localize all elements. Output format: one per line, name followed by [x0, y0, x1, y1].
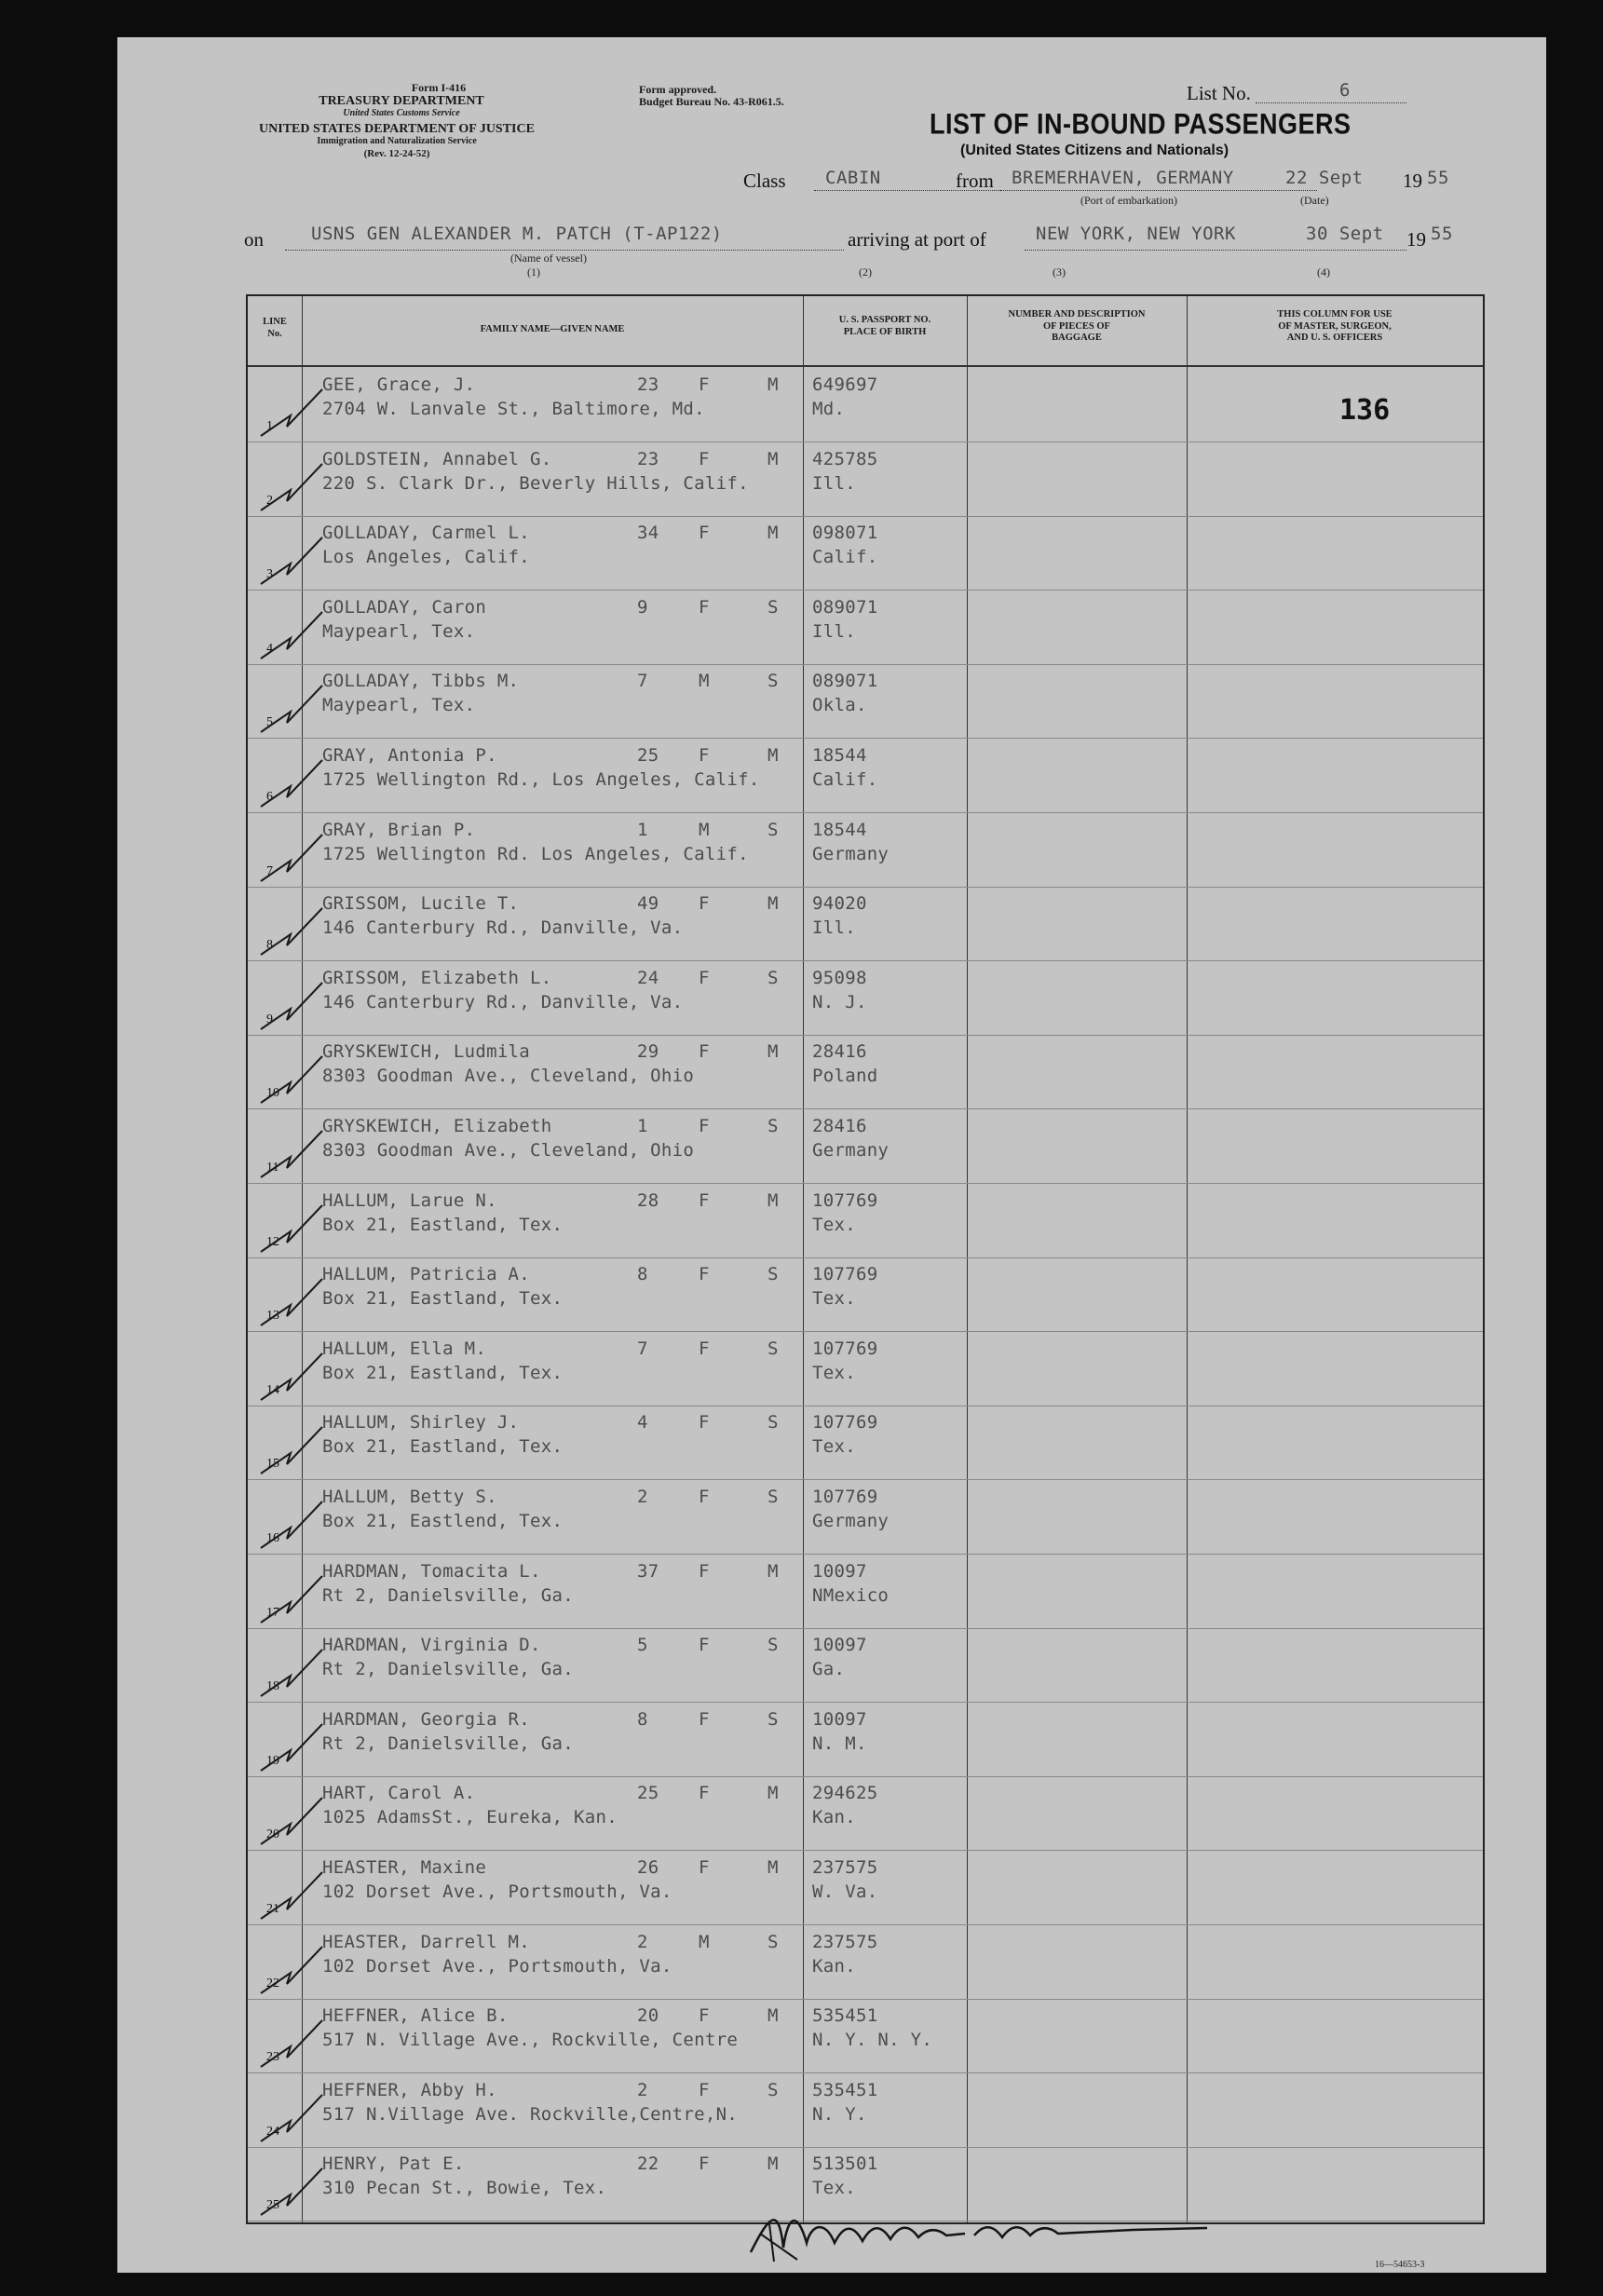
passport-number: 28416: [812, 1116, 867, 1136]
passport-number: 089071: [812, 596, 878, 618]
check-mark-icon: [253, 1863, 328, 1928]
passenger-address: 220 S. Clark Dr., Beverly Hills, Calif.: [322, 472, 749, 494]
passenger-name: GRISSOM, Lucile T.: [322, 893, 520, 915]
passenger-age: 9: [637, 596, 648, 618]
passenger-address: 2704 W. Lanvale St., Baltimore, Md.: [322, 399, 705, 419]
arrival-date-value: 30 Sept: [1306, 224, 1384, 244]
line-number: 3: [266, 567, 273, 582]
passenger-address: 146 Canterbury Rd., Danville, Va.: [322, 991, 684, 1012]
passenger-marital-status: S: [768, 1487, 779, 1507]
passport-number: 089071: [812, 671, 878, 692]
passenger-address: 1725 Wellington Rd., Los Angeles, Calif.: [322, 769, 760, 790]
passport-number: 294625: [812, 1783, 878, 1804]
passport-number: 107769: [812, 1264, 878, 1285]
place-of-birth: Germany: [812, 843, 890, 864]
passenger-name: HALLUM, Larue N.: [322, 1189, 497, 1211]
passenger-marital-status: S: [768, 596, 779, 618]
passenger-age: 34: [637, 523, 659, 544]
table-row: [248, 1998, 1483, 2073]
place-of-birth: N. J.: [812, 991, 867, 1012]
passport-number: 10097: [812, 1708, 867, 1730]
passenger-address: 517 N.Village Ave. Rockville,Centre,N.: [322, 2103, 739, 2125]
passenger-name: GRAY, Brian P.: [322, 819, 476, 840]
passenger-sex: F: [699, 1783, 710, 1804]
passport-number: 535451: [812, 2079, 878, 2100]
caption-2: (2): [859, 265, 872, 279]
arrival-port-value: NEW YORK, NEW YORK: [1036, 224, 1236, 244]
check-mark-icon: [253, 1492, 328, 1557]
passport-number: 237575: [812, 1857, 878, 1878]
passenger-name: GOLDSTEIN, Annabel G.: [322, 448, 552, 469]
from-label: from: [956, 170, 994, 192]
passenger-marital-status: M: [768, 448, 779, 469]
arriving-label: arriving at port of: [848, 228, 986, 251]
place-of-birth: W. Va.: [812, 1882, 878, 1902]
passenger-marital-status: M: [768, 523, 779, 544]
line-number: 4: [266, 641, 273, 656]
passenger-name: HALLUM, Shirley J.: [322, 1412, 520, 1433]
passenger-age: 49: [637, 893, 659, 915]
line-number: 9: [266, 1012, 273, 1026]
list-no-line: [1256, 102, 1406, 103]
arrival-line: [1025, 250, 1406, 251]
passenger-name: HEFFNER, Alice B.: [322, 2005, 509, 2027]
line-number: 1: [266, 419, 273, 433]
passenger-age: 2: [637, 1931, 648, 1952]
line-number: 21: [266, 1902, 279, 1916]
manifest-page: [117, 37, 1546, 2273]
place-of-birth: Okla.: [812, 695, 867, 716]
list-no-label: List No.: [1187, 82, 1251, 104]
passenger-marital-status: M: [768, 1189, 779, 1211]
passenger-address: 8303 Goodman Ave., Cleveland, Ohio: [322, 1140, 695, 1161]
passport-number: 18544: [812, 819, 867, 840]
passport-number: 513501: [812, 2153, 878, 2175]
table-row: [248, 1405, 1483, 1480]
passenger-name: HARDMAN, Georgia R.: [322, 1708, 531, 1730]
line-number: 17: [266, 1605, 279, 1620]
passenger-name: HARDMAN, Virginia D.: [322, 1635, 541, 1656]
place-of-birth: Ill.: [812, 620, 856, 642]
place-of-birth: Germany: [812, 1511, 890, 1531]
place-of-birth: Calif.: [812, 547, 878, 568]
col-header-passport: U. S. PASSPORT NO. PLACE OF BIRTH: [838, 315, 931, 337]
passenger-sex: F: [699, 1857, 710, 1878]
passenger-address: Rt 2, Danielsville, Ga.: [322, 1584, 574, 1606]
passenger-name: HALLUM, Ella M.: [322, 1338, 487, 1359]
passport-number: 107769: [812, 1189, 878, 1211]
passenger-name: HALLUM, Betty S.: [322, 1487, 497, 1507]
passenger-sex: F: [699, 1487, 710, 1507]
passenger-address: Box 21, Eastland, Tex.: [322, 1362, 564, 1383]
line-number: 19: [266, 1753, 279, 1768]
check-mark-icon: [253, 2011, 328, 2076]
line-number: 25: [266, 2198, 279, 2213]
check-mark-icon: [253, 2085, 328, 2151]
passenger-age: 2: [637, 1487, 648, 1507]
table-row: [248, 590, 1483, 665]
port-embarkation-caption: (Port of embarkation): [1080, 194, 1177, 207]
passenger-age: 25: [637, 745, 659, 766]
passenger-address: Los Angeles, Calif.: [322, 547, 531, 568]
passenger-address: 146 Canterbury Rd., Danville, Va.: [322, 917, 684, 939]
passenger-age: 23: [637, 374, 659, 395]
passport-number: 237575: [812, 1931, 878, 1952]
table-row: [248, 2072, 1483, 2148]
passenger-marital-status: S: [768, 1338, 779, 1359]
passenger-marital-status: M: [768, 2153, 779, 2175]
place-of-birth: Germany: [812, 1140, 890, 1161]
form-approved: Form approved.: [639, 83, 717, 96]
passenger-sex: F: [699, 448, 710, 469]
passenger-name: GEE, Grace, J.: [322, 374, 476, 395]
check-mark-icon: [253, 1121, 328, 1187]
ins-service: Immigration and Naturalization Service: [317, 136, 477, 146]
caption-3: (3): [1053, 265, 1066, 279]
passenger-marital-status: S: [768, 1412, 779, 1433]
passenger-address: 102 Dorset Ave., Portsmouth, Va.: [322, 1882, 672, 1902]
passenger-address: Box 21, Eastland, Tex.: [322, 1288, 564, 1310]
passenger-marital-status: S: [768, 1708, 779, 1730]
passenger-address: 1025 AdamsSt., Eureka, Kan.: [322, 1807, 618, 1828]
customs-service: United States Customs Service: [343, 108, 460, 118]
passport-number: 10097: [812, 1560, 867, 1582]
table-row: [248, 442, 1483, 517]
caption-1: (1): [527, 265, 540, 279]
place-of-birth: Calif.: [812, 769, 878, 790]
line-number: 15: [266, 1457, 279, 1472]
vessel-caption: (Name of vessel): [510, 251, 587, 265]
passenger-sex: F: [699, 596, 710, 618]
line-number: 10: [266, 1086, 279, 1101]
line-number: 12: [266, 1234, 279, 1249]
place-of-birth: Tex.: [812, 1436, 856, 1458]
passport-number: 94020: [812, 893, 867, 915]
passenger-age: 1: [637, 819, 648, 840]
table-row: [248, 367, 1483, 442]
passenger-marital-status: M: [768, 893, 779, 915]
passenger-marital-status: M: [768, 745, 779, 766]
table-row: [248, 960, 1483, 1036]
passenger-age: 26: [637, 1857, 659, 1878]
place-of-birth: N. M.: [812, 1732, 867, 1754]
passport-number: 425785: [812, 448, 878, 469]
line-number: 2: [266, 493, 273, 508]
place-of-birth: N. Y.: [812, 2103, 867, 2125]
check-mark-icon: [253, 676, 328, 741]
passenger-marital-status: M: [768, 1783, 779, 1804]
col-header-baggage: NUMBER AND DESCRIPTION OF PIECES OF BAGGAGE: [1008, 309, 1146, 344]
passenger-age: 28: [637, 1189, 659, 1211]
passenger-sex: F: [699, 967, 710, 988]
passenger-sex: F: [699, 745, 710, 766]
passenger-age: 7: [637, 1338, 648, 1359]
officer-signature: [741, 2196, 1226, 2271]
line-number: 6: [266, 790, 273, 804]
place-of-birth: Tex.: [812, 1362, 856, 1383]
table-row: [248, 1479, 1483, 1555]
passenger-sex: F: [699, 1338, 710, 1359]
passenger-marital-status: S: [768, 1635, 779, 1656]
table-row: [248, 1257, 1483, 1332]
passenger-address: 102 Dorset Ave., Portsmouth, Va.: [322, 1955, 672, 1977]
passenger-age: 20: [637, 2005, 659, 2027]
passport-number: 535451: [812, 2005, 878, 2027]
passenger-age: 8: [637, 1708, 648, 1730]
passenger-sex: M: [699, 671, 710, 692]
passenger-address: Maypearl, Tex.: [322, 695, 476, 716]
place-of-birth: Kan.: [812, 1955, 856, 1977]
passenger-age: 22: [637, 2153, 659, 2175]
officer-count-number: 136: [1339, 394, 1391, 427]
passenger-sex: F: [699, 2005, 710, 2027]
passenger-name: GOLLADAY, Tibbs M.: [322, 671, 520, 692]
check-mark-icon: [253, 603, 328, 668]
line-number: 20: [266, 1827, 279, 1842]
passenger-address: 1725 Wellington Rd. Los Angeles, Calif.: [322, 843, 749, 864]
year-prefix-1: 19: [1403, 170, 1422, 192]
passenger-sex: F: [699, 1041, 710, 1063]
passenger-name: GOLLADAY, Caron: [322, 596, 487, 618]
check-mark-icon: [253, 528, 328, 593]
passenger-sex: F: [699, 2153, 710, 2175]
table-row: [248, 1850, 1483, 1925]
passenger-marital-status: S: [768, 1264, 779, 1285]
table-row: [248, 663, 1483, 739]
place-of-birth: Ga.: [812, 1659, 846, 1680]
from-line: [1000, 190, 1317, 191]
place-of-birth: Ill.: [812, 917, 856, 939]
passenger-age: 7: [637, 671, 648, 692]
table-row: [248, 1627, 1483, 1703]
passenger-sex: F: [699, 1264, 710, 1285]
passport-number: 10097: [812, 1635, 867, 1656]
class-label: Class: [743, 170, 786, 192]
passenger-age: 2: [637, 2079, 648, 2100]
from-port-value: BREMERHAVEN, GERMANY: [1012, 168, 1234, 188]
check-mark-icon: [253, 1567, 328, 1632]
passenger-marital-status: S: [768, 967, 779, 988]
line-number: 11: [266, 1161, 279, 1175]
passenger-address: Rt 2, Danielsville, Ga.: [322, 1659, 574, 1680]
passenger-marital-status: M: [768, 2005, 779, 2027]
passenger-name: HENRY, Pat E.: [322, 2153, 465, 2175]
col-header-name: FAMILY NAME—GIVEN NAME: [480, 324, 625, 334]
department-of-justice: UNITED STATES DEPARTMENT OF JUSTICE: [259, 122, 535, 136]
passenger-sex: F: [699, 1708, 710, 1730]
check-mark-icon: [253, 1196, 328, 1261]
list-title: LIST OF IN-BOUND PASSENGERS: [930, 107, 1352, 141]
passenger-address: Box 21, Eastland, Tex.: [322, 1214, 564, 1235]
passenger-age: 1: [637, 1116, 648, 1136]
from-date-value: 22 Sept: [1285, 168, 1364, 188]
passenger-marital-status: M: [768, 1857, 779, 1878]
passenger-name: HART, Carol A.: [322, 1783, 476, 1804]
year-value-1: 55: [1427, 168, 1449, 188]
passenger-table: [246, 294, 1485, 2224]
place-of-birth: N. Y. N. Y.: [812, 2030, 933, 2051]
passenger-name: GRYSKEWICH, Elizabeth: [322, 1116, 552, 1136]
list-subtitle: (United States Citizens and Nationals): [960, 143, 1229, 158]
check-mark-icon: [253, 1047, 328, 1112]
passport-number: 107769: [812, 1338, 878, 1359]
passport-number: 649697: [812, 374, 878, 395]
place-of-birth: Tex.: [812, 1214, 856, 1235]
class-value: CABIN: [825, 168, 881, 188]
check-mark-icon: [253, 2159, 328, 2224]
passenger-name: HEASTER, Darrell M.: [322, 1931, 531, 1952]
line-number: 7: [266, 863, 273, 878]
check-mark-icon: [253, 973, 328, 1039]
passenger-age: 24: [637, 967, 659, 988]
col-header-line: LINE No.: [263, 317, 287, 339]
passenger-sex: F: [699, 1116, 710, 1136]
vessel-line: [285, 250, 844, 251]
passenger-marital-status: S: [768, 819, 779, 840]
table-row: [248, 738, 1483, 813]
check-mark-icon: [253, 1418, 328, 1483]
passenger-name: HARDMAN, Tomacita L.: [322, 1560, 541, 1582]
passenger-address: 517 N. Village Ave., Rockville, Centre: [322, 2030, 739, 2051]
check-mark-icon: [253, 1937, 328, 2003]
on-label: on: [244, 228, 264, 251]
passport-number: 18544: [812, 745, 867, 766]
table-row: [248, 1034, 1483, 1109]
table-row: [248, 1183, 1483, 1258]
passenger-age: 37: [637, 1560, 659, 1582]
form-code: 16—54653-3: [1375, 2260, 1425, 2270]
check-mark-icon: [253, 455, 328, 520]
check-mark-icon: [253, 380, 328, 445]
check-mark-icon: [253, 825, 328, 890]
date-caption: (Date): [1300, 194, 1329, 207]
budget-bureau: Budget Bureau No. 43-R061.5.: [639, 95, 784, 108]
place-of-birth: Tex.: [812, 2178, 856, 2199]
passenger-address: Maypearl, Tex.: [322, 620, 476, 642]
passenger-sex: F: [699, 1635, 710, 1656]
passenger-name: HALLUM, Patricia A.: [322, 1264, 531, 1285]
check-mark-icon: [253, 1270, 328, 1335]
year-value-2: 55: [1431, 224, 1453, 244]
table-row: [248, 1108, 1483, 1184]
passenger-age: 29: [637, 1041, 659, 1063]
place-of-birth: Tex.: [812, 1288, 856, 1310]
vessel-value: USNS GEN ALEXANDER M. PATCH (T-AP122): [311, 224, 723, 244]
passenger-sex: F: [699, 1560, 710, 1582]
passenger-address: 310 Pecan St., Bowie, Tex.: [322, 2178, 607, 2199]
line-number: 24: [266, 2124, 279, 2139]
line-number: 5: [266, 715, 273, 730]
passenger-marital-status: S: [768, 671, 779, 692]
passport-number: 95098: [812, 967, 867, 988]
table-row: [248, 1554, 1483, 1629]
passenger-sex: F: [699, 1412, 710, 1433]
line-number: 14: [266, 1382, 279, 1397]
place-of-birth: NMexico: [812, 1584, 890, 1606]
table-row: [248, 886, 1483, 961]
place-of-birth: Poland: [812, 1066, 878, 1087]
passenger-address: Box 21, Eastlend, Tex.: [322, 1511, 564, 1531]
passenger-marital-status: M: [768, 1041, 779, 1063]
check-mark-icon: [253, 1640, 328, 1705]
passenger-marital-status: S: [768, 1931, 779, 1952]
check-mark-icon: [253, 1715, 328, 1780]
place-of-birth: Md.: [812, 399, 846, 419]
passenger-sex: F: [699, 523, 710, 544]
passport-number: 107769: [812, 1487, 878, 1507]
passenger-sex: F: [699, 2079, 710, 2100]
passenger-age: 25: [637, 1783, 659, 1804]
passenger-age: 5: [637, 1635, 648, 1656]
passenger-marital-status: M: [768, 1560, 779, 1582]
check-mark-icon: [253, 899, 328, 964]
place-of-birth: Kan.: [812, 1807, 856, 1828]
line-number: 22: [266, 1976, 279, 1990]
passenger-sex: M: [699, 1931, 710, 1952]
table-row: [248, 1331, 1483, 1406]
treasury-department: TREASURY DEPARTMENT: [319, 94, 484, 108]
passenger-age: 23: [637, 448, 659, 469]
line-number: 23: [266, 2050, 279, 2065]
passport-number: 107769: [812, 1412, 878, 1433]
line-number: 16: [266, 1531, 279, 1545]
table-row: [248, 1775, 1483, 1851]
line-number: 18: [266, 1679, 279, 1694]
caption-4: (4): [1317, 265, 1330, 279]
passenger-name: GRISSOM, Elizabeth L.: [322, 967, 552, 988]
table-row: [248, 515, 1483, 591]
passenger-name: GRAY, Antonia P.: [322, 745, 497, 766]
passport-number: 28416: [812, 1041, 867, 1063]
passenger-sex: M: [699, 819, 710, 840]
check-mark-icon: [253, 751, 328, 816]
passenger-marital-status: M: [768, 374, 779, 395]
form-number: Form I-416: [411, 81, 467, 94]
passenger-address: Rt 2, Danielsville, Ga.: [322, 1732, 574, 1754]
check-mark-icon: [253, 1788, 328, 1854]
table-row: [248, 1702, 1483, 1777]
passport-number: 098071: [812, 523, 878, 544]
passenger-age: 4: [637, 1412, 648, 1433]
passenger-address: 8303 Goodman Ave., Cleveland, Ohio: [322, 1066, 695, 1087]
passenger-name: HEASTER, Maxine: [322, 1857, 487, 1878]
list-no-value: 6: [1339, 80, 1351, 101]
passenger-name: HEFFNER, Abby H.: [322, 2079, 497, 2100]
line-number: 13: [266, 1309, 279, 1324]
table-row: [248, 1924, 1483, 2000]
place-of-birth: Ill.: [812, 472, 856, 494]
passenger-name: GOLLADAY, Carmel L.: [322, 523, 531, 544]
table-row: [248, 812, 1483, 888]
year-prefix-2: 19: [1406, 228, 1426, 251]
col-header-officers: THIS COLUMN FOR USE OF MASTER, SURGEON, AND U. S. OFFICERS: [1277, 309, 1392, 344]
passenger-age: 8: [637, 1264, 648, 1285]
form-revision: (Rev. 12-24-52): [363, 148, 430, 159]
passenger-sex: F: [699, 1189, 710, 1211]
passenger-marital-status: S: [768, 1116, 779, 1136]
passenger-address: Box 21, Eastland, Tex.: [322, 1436, 564, 1458]
check-mark-icon: [253, 1344, 328, 1409]
passenger-name: GRYSKEWICH, Ludmila: [322, 1041, 531, 1063]
passenger-marital-status: S: [768, 2079, 779, 2100]
line-number: 8: [266, 938, 273, 953]
passenger-sex: F: [699, 893, 710, 915]
passenger-sex: F: [699, 374, 710, 395]
